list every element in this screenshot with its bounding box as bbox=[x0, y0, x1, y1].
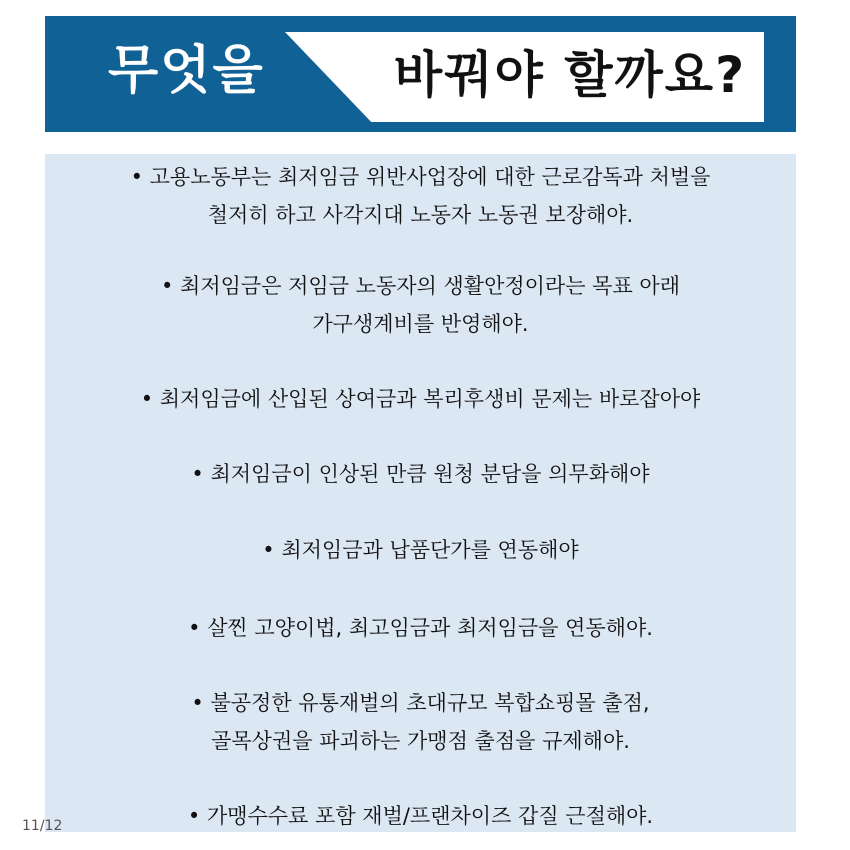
list-item-line: • 고용노동부는 최저임금 위반사업장에 대한 근로감독과 처벌을 bbox=[130, 165, 711, 189]
list-item-line: • 최저임금과 납품단가를 연동해야 bbox=[262, 538, 579, 562]
banner-title-left: 무엇을 bbox=[108, 41, 265, 101]
list-item-line: • 최저임금이 인상된 만큼 원청 분담을 의무화해야 bbox=[191, 462, 650, 486]
list-item bbox=[45, 455, 796, 493]
title-banner bbox=[45, 16, 796, 132]
list-item bbox=[45, 380, 796, 418]
list-item-line: • 최저임금은 저임금 노동자의 생활안정이라는 목표 아래 bbox=[160, 274, 680, 298]
list-item bbox=[45, 609, 796, 647]
list-item bbox=[45, 158, 796, 234]
list-item-line: 철저히 하고 사각지대 노동자 노동권 보장해야. bbox=[207, 203, 634, 227]
list-item-line: • 가맹수수료 포함 재벌/프랜차이즈 갑질 근절해야. bbox=[187, 804, 654, 828]
list-item-line: 가구생계비를 반영해야. bbox=[312, 312, 529, 336]
list-item-line: 골목상권을 파괴하는 가맹점 출점을 규제해야. bbox=[211, 729, 630, 753]
list-item-line: • 살찐 고양이법, 최고임금과 최저임금을 연동해야. bbox=[188, 616, 653, 640]
list-item-line: • 불공정한 유통재벌의 초대규모 복합쇼핑몰 출점, bbox=[191, 691, 650, 715]
page-number: 11/12 bbox=[22, 818, 63, 834]
list-item bbox=[45, 797, 796, 835]
content-panel bbox=[45, 154, 796, 832]
list-item-line: • 최저임금에 산입된 상여금과 복리후생비 문제는 바로잡아야 bbox=[140, 387, 701, 411]
banner-title-right: 바꿔야 할까요? bbox=[393, 46, 747, 104]
list-item bbox=[45, 684, 796, 760]
list-item bbox=[45, 531, 796, 569]
list-item bbox=[45, 267, 796, 343]
